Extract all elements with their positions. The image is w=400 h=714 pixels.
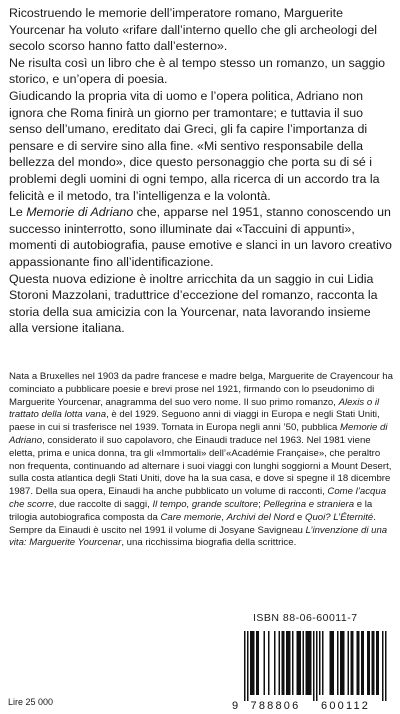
barcode-bar: [258, 631, 260, 695]
barcode-bar: [331, 631, 333, 695]
text-run: e la trilogia autobiografica composta da: [9, 498, 373, 523]
barcode-bar: [367, 631, 369, 695]
text-run: Ricostruendo le memorie dell’imperatore romano, Marguerite Yourcenar ha voluto «rifare dall’interno quello che gli archeologi del secolo scorso hanno fatto dall’esterno».: [9, 6, 378, 54]
barcode-bar: [289, 631, 291, 695]
text-run: , una ricchissima biografia della scrittrice.: [121, 537, 297, 549]
bio-paragraph: [9, 371, 393, 550]
italic-title: Memorie di Adriano: [9, 422, 388, 446]
text-run: , considerato il suo capolavoro, che Einaudi traduce nel 1963. Nel 1981 viene eletta, prima e unica donna, tra gli «Immortali» dell’«Académie Française», che peraltro non frequenta, continuando ad alternare i suoi viaggi con lunghi soggiorni a Mount Desert, sulla costa atlantica degli Stati Uniti, dove ha la sua casa, e dove si spegne il 18 dicembre 1987. Della sua opera, Einaudi ha anche pubblicato un volume di racconti,: [9, 434, 392, 498]
italic-title: Come l’acqua che scorre: [9, 486, 387, 510]
author-biography: [9, 371, 393, 550]
barcode-bar: [313, 631, 315, 701]
text-run: Le: [9, 205, 27, 220]
barcode-bar: [300, 631, 302, 695]
barcode-bar: [340, 631, 342, 695]
barcode-bar: [250, 631, 252, 695]
text-run: ;: [258, 498, 264, 510]
barcode-bar: [256, 631, 258, 695]
barcode-bar: [310, 631, 312, 695]
barcode-bar: [322, 631, 324, 695]
barcode-bar: [351, 631, 353, 695]
barcode-bar: [292, 631, 294, 695]
barcode-bar: [348, 631, 350, 695]
barcode-bar: [298, 631, 300, 695]
barcode-bar: [252, 631, 254, 695]
barcode-bar: [330, 631, 332, 695]
barcode-bar: [369, 631, 371, 695]
italic-title: Quoi? L’Éternité: [304, 511, 374, 523]
text-run: . Sempre da Einaudi è uscito nel 1991 il volume di Josyane Savigneau: [9, 511, 376, 536]
barcode-bar: [316, 631, 318, 701]
italic-title: Archivi del Nord: [226, 511, 295, 523]
barcode-bar: [247, 631, 249, 701]
barcode-bar: [361, 631, 363, 695]
barcode-bar: [303, 631, 305, 695]
barcode-bar: [253, 631, 255, 695]
text-run: Nata a Bruxelles nel 1903 da padre francese e madre belga, Marguerite de Crayencour ha cominciato a pubblicare poesie e brevi prose nel 1921, firmando con lo pseudonimo di Marguerite Yourcenar, anagramma del suo vero nome. Il suo primo romanzo,: [9, 371, 393, 408]
barcode-bar: [363, 631, 365, 695]
text-run: , due raccolte di saggi,: [53, 498, 153, 510]
barcode-bar: [358, 631, 360, 695]
barcode-bar: [274, 631, 276, 695]
barcode-bar: [352, 631, 354, 695]
italic-title: L’invenzione di una vita: Marguerite Yourcenar: [9, 524, 388, 549]
italic-title: Il tempo, grande scultore: [152, 498, 259, 510]
blurb-paragraph: [9, 55, 393, 88]
barcode-bar: [309, 631, 311, 695]
barcode-bar: [306, 631, 308, 695]
barcode-bar: [286, 631, 288, 695]
barcode-bar: [337, 631, 339, 695]
italic-title: Pellegrina e straniera: [263, 498, 355, 510]
blurb-text: [9, 5, 393, 337]
blurb-paragraph: [9, 5, 393, 55]
price-label: Lire 25 000: [8, 697, 54, 707]
barcode-bar: [288, 631, 290, 695]
barcode-bar: [282, 631, 284, 695]
blurb-paragraph: [9, 204, 393, 270]
text-run: , è del 1929. Seguono anni di viaggi in Europa e negli Stati Uniti, paese in cui si trasferisce nel 1939. Tornata in Europa negli anni ’50, pubblica: [9, 409, 380, 434]
barcode-lead-digit: 9: [232, 700, 241, 712]
barcode-bar: [264, 631, 266, 695]
barcode-bar: [372, 631, 374, 695]
text-run: che, apparse nel 1951, stanno conoscendo un successo ininterrotto, sono illuminate dai «Taccuini di appunti», momenti di autobiografia, pause emotive e slanci in un lavoro creativo appassionante fino all’identificazione.: [9, 205, 392, 269]
barcode-bar: [333, 631, 335, 695]
barcode-right-digits: 600112: [321, 700, 371, 712]
barcode-bar: [244, 631, 246, 701]
blurb-paragraph: [9, 271, 393, 337]
barcode-bar: [307, 631, 309, 695]
barcode-bar: [342, 631, 344, 695]
barcode-left-digits: 788806: [250, 700, 301, 712]
barcode-bar: [385, 631, 387, 701]
text-run: ,: [221, 511, 227, 523]
barcode-bar: [378, 631, 380, 695]
text-run: Ne risulta così un libro che è al tempo stesso un romanzo, un saggio storico, e un’opera di poesia.: [9, 55, 386, 87]
barcode-bar: [382, 631, 384, 701]
barcode-bar: [268, 631, 270, 695]
italic-title: Care memorie: [160, 511, 222, 523]
barcode-bar: [283, 631, 285, 695]
barcode: [228, 629, 398, 713]
barcode-bar: [297, 631, 299, 695]
blurb-paragraph: [9, 88, 393, 204]
italic-title: Memorie di Adriano: [26, 205, 134, 220]
text-run: Giudicando la propria vita di uomo e l’opera politica, Adriano non ignora che Roma finirà un giorno per tramontare; e tuttavia il suo senso dell’umano, ereditato dai Greci, gli fa capire l’importanza di pensare e di servire sino alla fine. «Mi sentivo responsabile della bellezza del mondo», dice questo personaggio che porta su di sé i problemi degli uomini di ogni tempo, alla ricerca di un accordo tra la felicità e il metodo, tra l’intelligenza e la volontà.: [9, 88, 380, 203]
barcode-bar: [319, 631, 321, 695]
barcode-bar: [279, 631, 281, 695]
text-run: e: [294, 511, 305, 523]
barcode-bar: [357, 631, 359, 695]
barcode-bar: [373, 631, 375, 695]
barcode-bar: [376, 631, 378, 695]
isbn-number: ISBN 88-06-60011-7: [253, 612, 358, 624]
barcode-bar: [343, 631, 345, 695]
text-run: Questa nuova edizione è inoltre arricchita da un saggio in cui Lidia Storoni Mazzolani, traduttrice d’eccezione del romanzo, racconta la storia della sua amicizia con la Yourcenar, nata lavorando insieme alla versione italiana.: [9, 271, 378, 336]
italic-title: Alexis o il trattato della lotta vana: [9, 396, 380, 421]
